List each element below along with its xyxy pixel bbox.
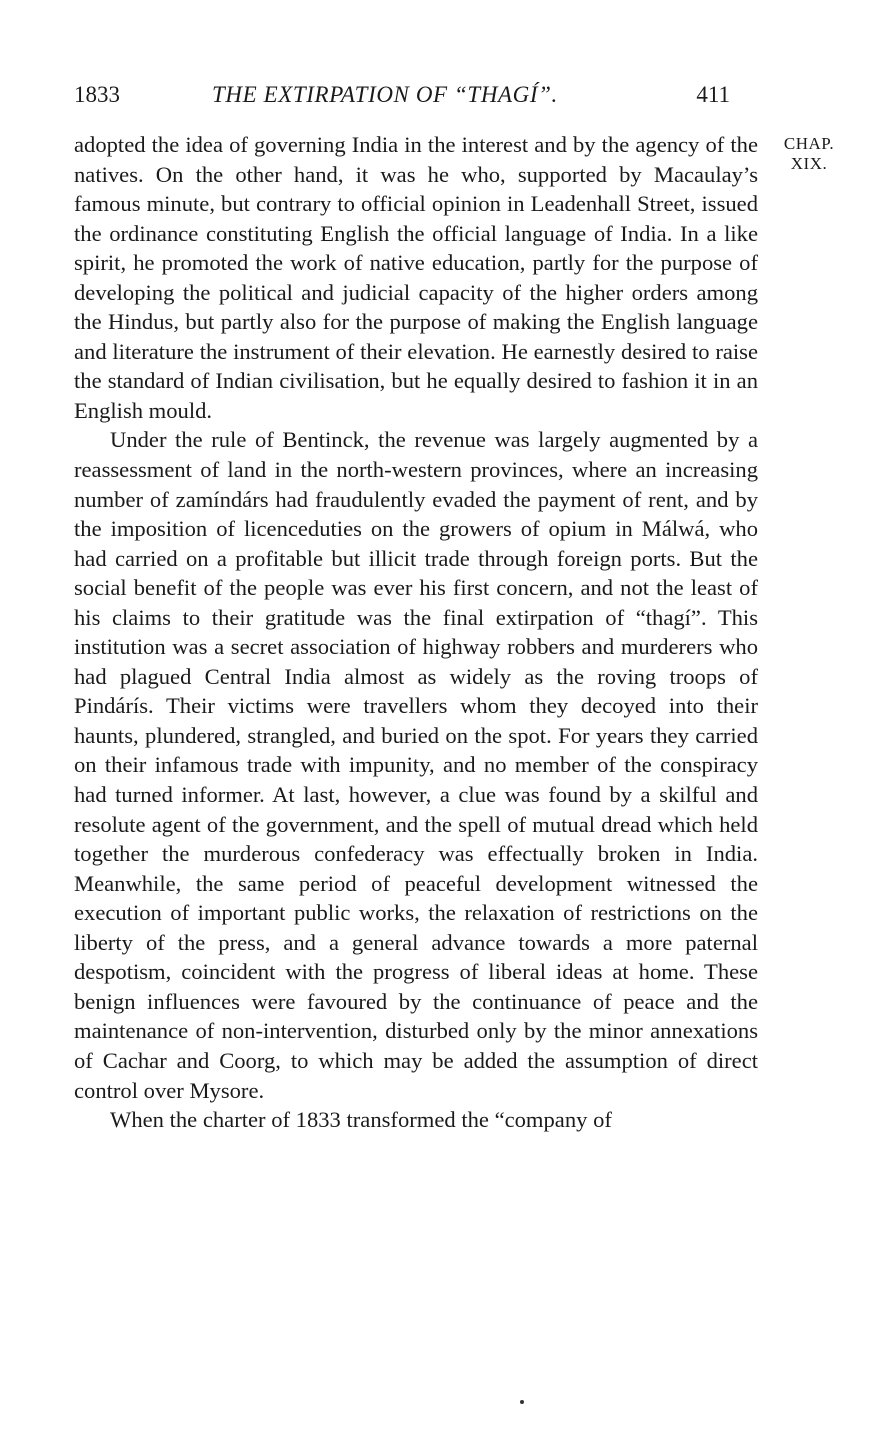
body-text xyxy=(74,130,758,1135)
chapter-label: CHAP. xyxy=(783,134,835,153)
print-mark xyxy=(520,1400,524,1404)
header-year: 1833 xyxy=(74,82,120,107)
running-title: THE EXTIRPATION OF “THAGÍ”. xyxy=(212,82,558,107)
page-header xyxy=(74,82,764,116)
page-number: 411 xyxy=(696,82,730,107)
paragraph-1: adopted the idea of governing India in the interest and by the agency of the natives. On the other hand, it was he who, supported by Macaulay’s famous minute, but contrary to official opinion in Leadenhall Street, issued the ordinance constituting English the official language of India. In a like spirit, he promoted the work of native education, partly for the purpose of developing the political and judicial capacity of the higher orders among the Hindus, but partly also for the purpose of making the English language and literature the instrument of their elevation. He earnestly desired to raise the standard of Indian civilisation, but he equally desired to fashion it in an English mould. xyxy=(74,132,758,423)
paragraph-3: When the charter of 1833 transformed the “company of xyxy=(110,1107,612,1133)
chapter-margin-note xyxy=(774,134,844,174)
paragraph-2: Under the rule of Bentinck, the revenue was largely augmented by a reassessment of land in the north-western provinces, where an increasing number of zamíndárs had fraudulently evaded the payment of rent, and by the imposition of licenceduties on the growers of opium in Málwá, who had carried on a profitable but illicit trade through foreign ports. But the social benefit of the people was ever his first concern, and not the least of his claims to their gratitude was the final extirpation of “thagí”. This institution was a secret association of highway robbers and murderers who had plagued Central India almost as widely as the roving troops of Pindárís. Their victims were travellers whom they decoyed into their haunts, plundered, strangled, and buried on the spot. For years they carried on their infamous trade with impunity, and no member of the conspiracy had turned informer. At last, however, a clue was found by a skilful and resolute agent of the government, and the spell of mutual dread which held together the murderous confederacy was effectually broken in India. Meanwhile, the same period of peaceful development witnessed the execution of important public works, the relaxation of restrictions on the liberty of the press, and a general advance towards a more paternal despotism, coincident with the progress of liberal ideas at home. These benign influences were favoured by the continuance of peace and the maintenance of non-intervention, disturbed only by the minor annexations of Cachar and Coorg, to which may be added the assumption of direct control over Mysore. xyxy=(74,427,758,1103)
chapter-number: XIX. xyxy=(790,154,828,173)
